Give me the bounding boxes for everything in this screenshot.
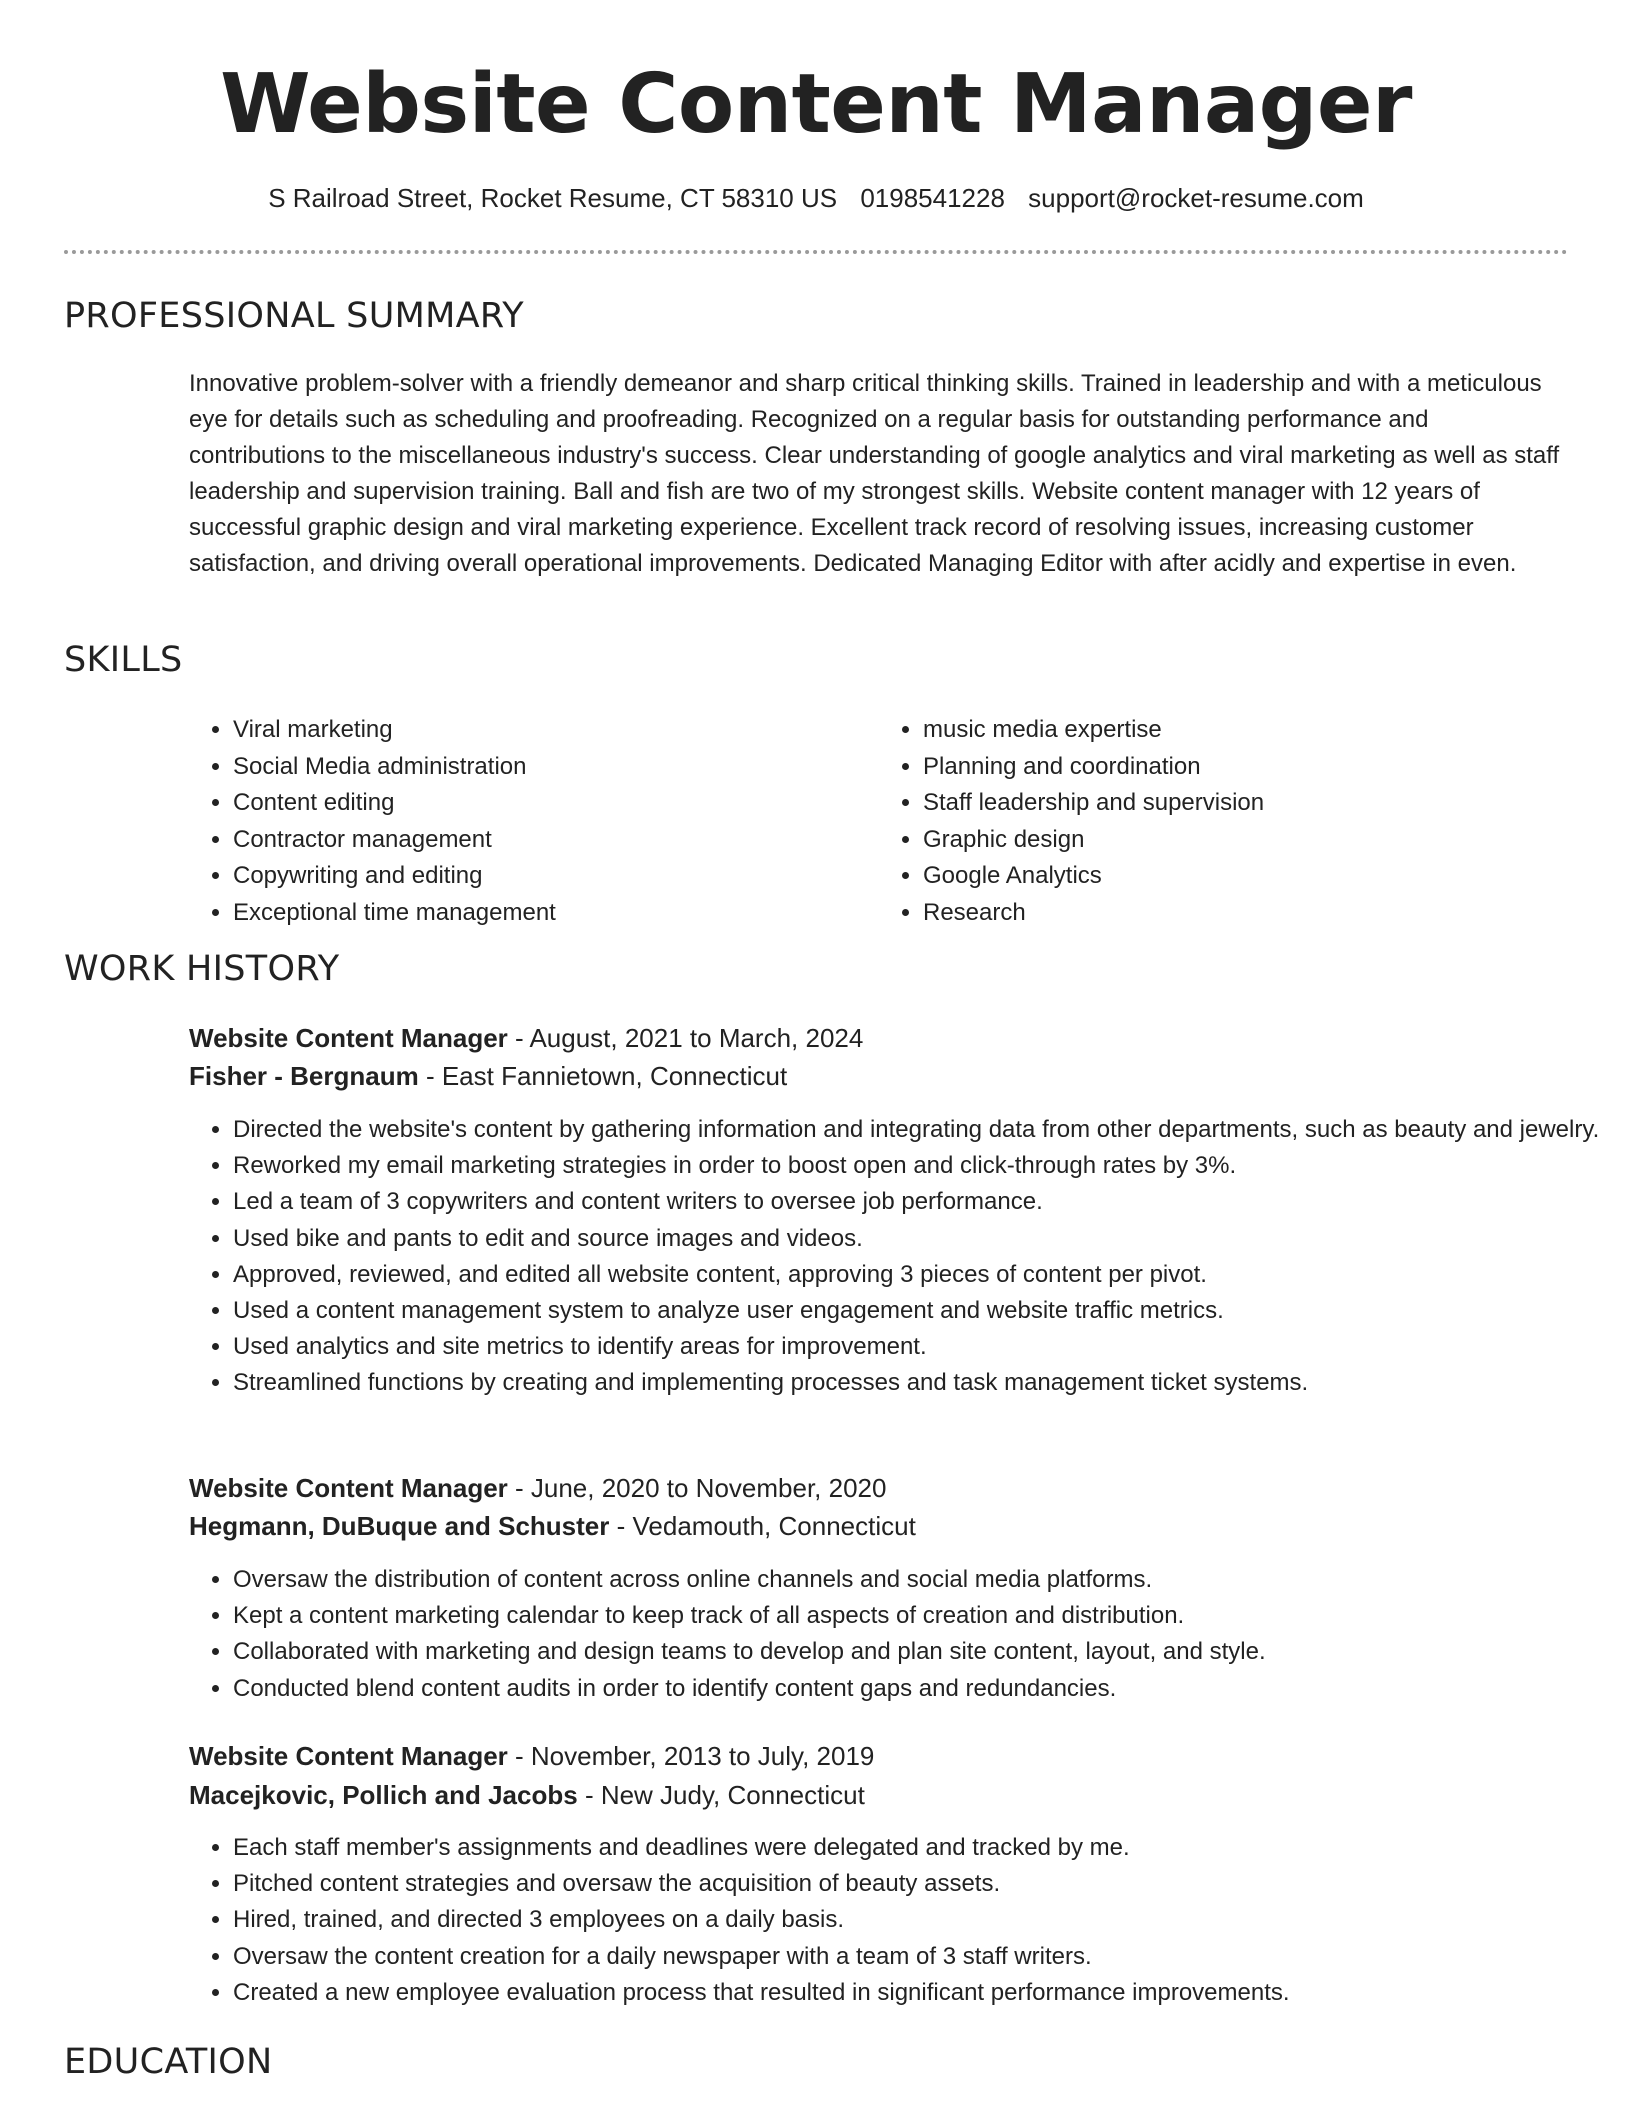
job-dates: - August, 2021 to March, 2024 [507, 1023, 864, 1053]
skill-item: • Planning and coordination [923, 749, 1569, 786]
skill-item: • Research [923, 895, 1569, 932]
job-bullet: • Approved, reviewed, and edited all website content, approving 3 pieces of content per pivot. [233, 1257, 1613, 1293]
contact-phone: 0198541228 [860, 183, 1005, 213]
job-company-line [189, 1507, 1569, 1545]
job-dates: - November, 2013 to July, 2019 [507, 1741, 875, 1771]
job-bullet: • Led a team of 3 copywriters and content writers to oversee job performance. [233, 1184, 1613, 1220]
job-company-line [189, 1776, 1569, 1814]
job-bullet: • Used a content management system to analyze user engagement and website traffic metrics. [233, 1293, 1613, 1329]
job-bullet: • Kept a content marketing calendar to keep track of all aspects of creation and distribution. [233, 1598, 1613, 1634]
job-bullet: • Each staff member's assignments and deadlines were delegated and tracked by me. [233, 1830, 1613, 1866]
job-bullet: • Directed the website's content by gathering information and integrating data from other departments, such as beauty and jewelry. [233, 1112, 1613, 1148]
resume-name: Website Content Manager [220, 57, 1412, 152]
skill-item: • Graphic design [923, 822, 1569, 859]
job-company-line [189, 1057, 1569, 1095]
summary-text: Innovative problem-solver with a friendly demeanor and sharp critical thinking skills. Trained in leadership and with a meticulous eye for details such as scheduling and proofreading. Recognized on a regular basis for outstanding performance and contributions to the miscellaneous industry's success. Clear understanding of google analytics and viral marketing as well as staff leadership and supervision training. Ball and fish are two of my strongest skills. Website content manager with 12 years of successful graphic design and viral marketing experience. Excellent track record of resolving issues, increasing customer satisfaction, and driving overall operational improvements. Dedicated Managing Editor with after acidly and expertise in even. [189, 370, 1560, 577]
contact-email: support@rocket-resume.com [1028, 183, 1364, 213]
skill-item: • Copywriting and editing [233, 858, 879, 895]
skill-item: • Exceptional time management [233, 895, 879, 932]
job-bullets [189, 1562, 1613, 1707]
skill-item: • Social Media administration [233, 749, 879, 786]
job-dates: - June, 2020 to November, 2020 [507, 1473, 887, 1503]
work-heading: WORK HISTORY [64, 949, 340, 989]
job-bullets [189, 1830, 1613, 2011]
job-role-line [189, 1737, 1569, 1775]
skill-item: • Google Analytics [923, 858, 1569, 895]
job-bullet: • Reworked my email marketing strategies in order to boost open and click-through rates by 3%. [233, 1148, 1613, 1184]
job-bullet: • Hired, trained, and directed 3 employees on a daily basis. [233, 1902, 1613, 1938]
skill-item: • Viral marketing [233, 712, 879, 749]
contact-address: S Railroad Street, Rocket Resume, CT 58310 US [268, 183, 838, 213]
job-bullet: • Used analytics and site metrics to identify areas for improvement. [233, 1329, 1613, 1365]
job-bullet: • Oversaw the distribution of content across online channels and social media platforms. [233, 1562, 1613, 1598]
skills-list [189, 712, 1569, 931]
skill-item: • Content editing [233, 785, 879, 822]
job-location: - East Fannietown, Connecticut [418, 1061, 788, 1091]
summary-heading: PROFESSIONAL SUMMARY [64, 296, 524, 336]
job-company: Macejkovic, Pollich and Jacobs [189, 1780, 578, 1810]
job-role: Website Content Manager [189, 1473, 508, 1503]
job-bullet: • Used bike and pants to edit and source images and videos. [233, 1221, 1613, 1257]
skills-column-left [189, 712, 879, 931]
job-role: Website Content Manager [189, 1741, 508, 1771]
contact-line [0, 180, 1632, 216]
job-bullets [189, 1112, 1613, 1402]
education-heading: EDUCATION [64, 2042, 273, 2082]
job-bullet: • Collaborated with marketing and design teams to develop and plan site content, layout, and style. [233, 1634, 1613, 1670]
skills-column-right [879, 712, 1569, 931]
skill-item: • Staff leadership and supervision [923, 785, 1569, 822]
skill-item: • music media expertise [923, 712, 1569, 749]
job-role-line [189, 1019, 1569, 1057]
job-bullet: • Created a new employee evaluation process that resulted in significant performance improvements. [233, 1975, 1613, 2011]
header-divider [64, 250, 1568, 254]
job-location: - Vedamouth, Connecticut [609, 1511, 916, 1541]
job-company: Hegmann, DuBuque and Schuster [189, 1511, 610, 1541]
skills-heading: SKILLS [64, 640, 183, 680]
job-location: - New Judy, Connecticut [577, 1780, 865, 1810]
job-bullet: • Oversaw the content creation for a daily newspaper with a team of 3 staff writers. [233, 1939, 1613, 1975]
job-bullet: • Pitched content strategies and oversaw the acquisition of beauty assets. [233, 1866, 1613, 1902]
job-bullet: • Streamlined functions by creating and implementing processes and task management ticket systems. [233, 1365, 1613, 1401]
job-company: Fisher - Bergnaum [189, 1061, 419, 1091]
job-role: Website Content Manager [189, 1023, 508, 1053]
skill-item: • Contractor management [233, 822, 879, 859]
job-role-line [189, 1469, 1569, 1507]
job-bullet: • Conducted blend content audits in order to identify content gaps and redundancies. [233, 1671, 1613, 1707]
